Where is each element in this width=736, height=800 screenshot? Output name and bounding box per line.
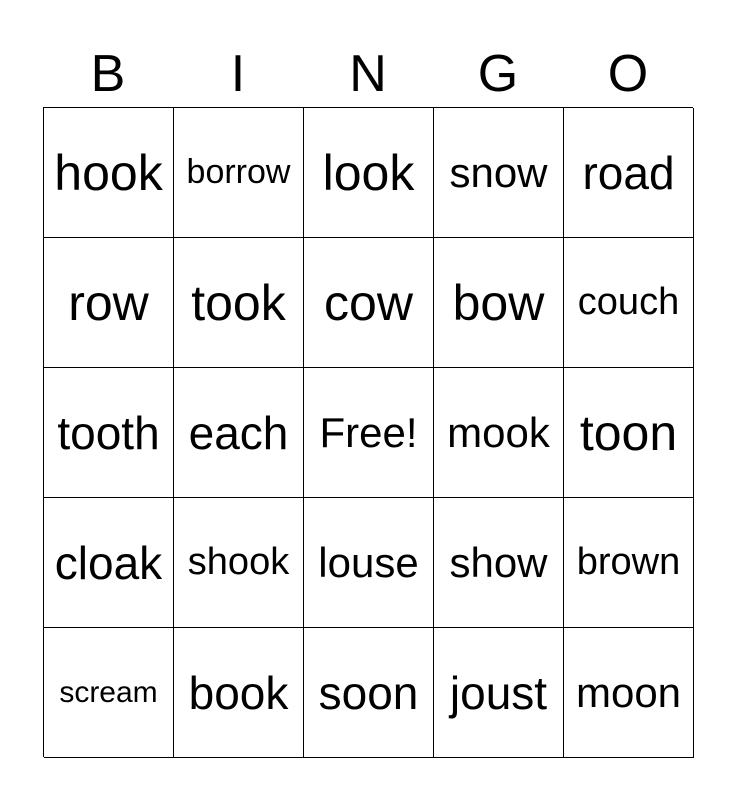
bingo-cell: show — [434, 498, 564, 628]
bingo-cell: tooth — [44, 368, 174, 498]
bingo-cell: book — [174, 628, 304, 758]
bingo-cell: joust — [434, 628, 564, 758]
bingo-cell: toon — [564, 368, 694, 498]
header-letter-g: G — [477, 45, 519, 103]
bingo-header — [43, 42, 693, 106]
bingo-cell: soon — [304, 628, 434, 758]
bingo-cell: snow — [434, 108, 564, 238]
bingo-cell: bow — [434, 238, 564, 368]
bingo-cell: cow — [304, 238, 434, 368]
bingo-cell: row — [44, 238, 174, 368]
bingo-cell: look — [304, 108, 434, 238]
bingo-cell: moon — [564, 628, 694, 758]
header-letter-n: N — [349, 45, 387, 103]
free-space-cell: Free! — [304, 368, 434, 498]
bingo-cell: hook — [44, 108, 174, 238]
bingo-cell: louse — [304, 498, 434, 628]
bingo-cell: took — [174, 238, 304, 368]
header-letter-o: O — [607, 45, 649, 103]
bingo-cell: each — [174, 368, 304, 498]
bingo-cell: borrow — [174, 108, 304, 238]
bingo-board — [43, 107, 693, 757]
bingo-cell: cloak — [44, 498, 174, 628]
bingo-cell: road — [564, 108, 694, 238]
bingo-cell: shook — [174, 498, 304, 628]
header-letter-b: B — [90, 45, 126, 103]
bingo-cell: brown — [564, 498, 694, 628]
bingo-cell: scream — [44, 628, 174, 758]
bingo-cell: couch — [564, 238, 694, 368]
bingo-cell: mook — [434, 368, 564, 498]
header-letter-i: I — [230, 45, 246, 103]
